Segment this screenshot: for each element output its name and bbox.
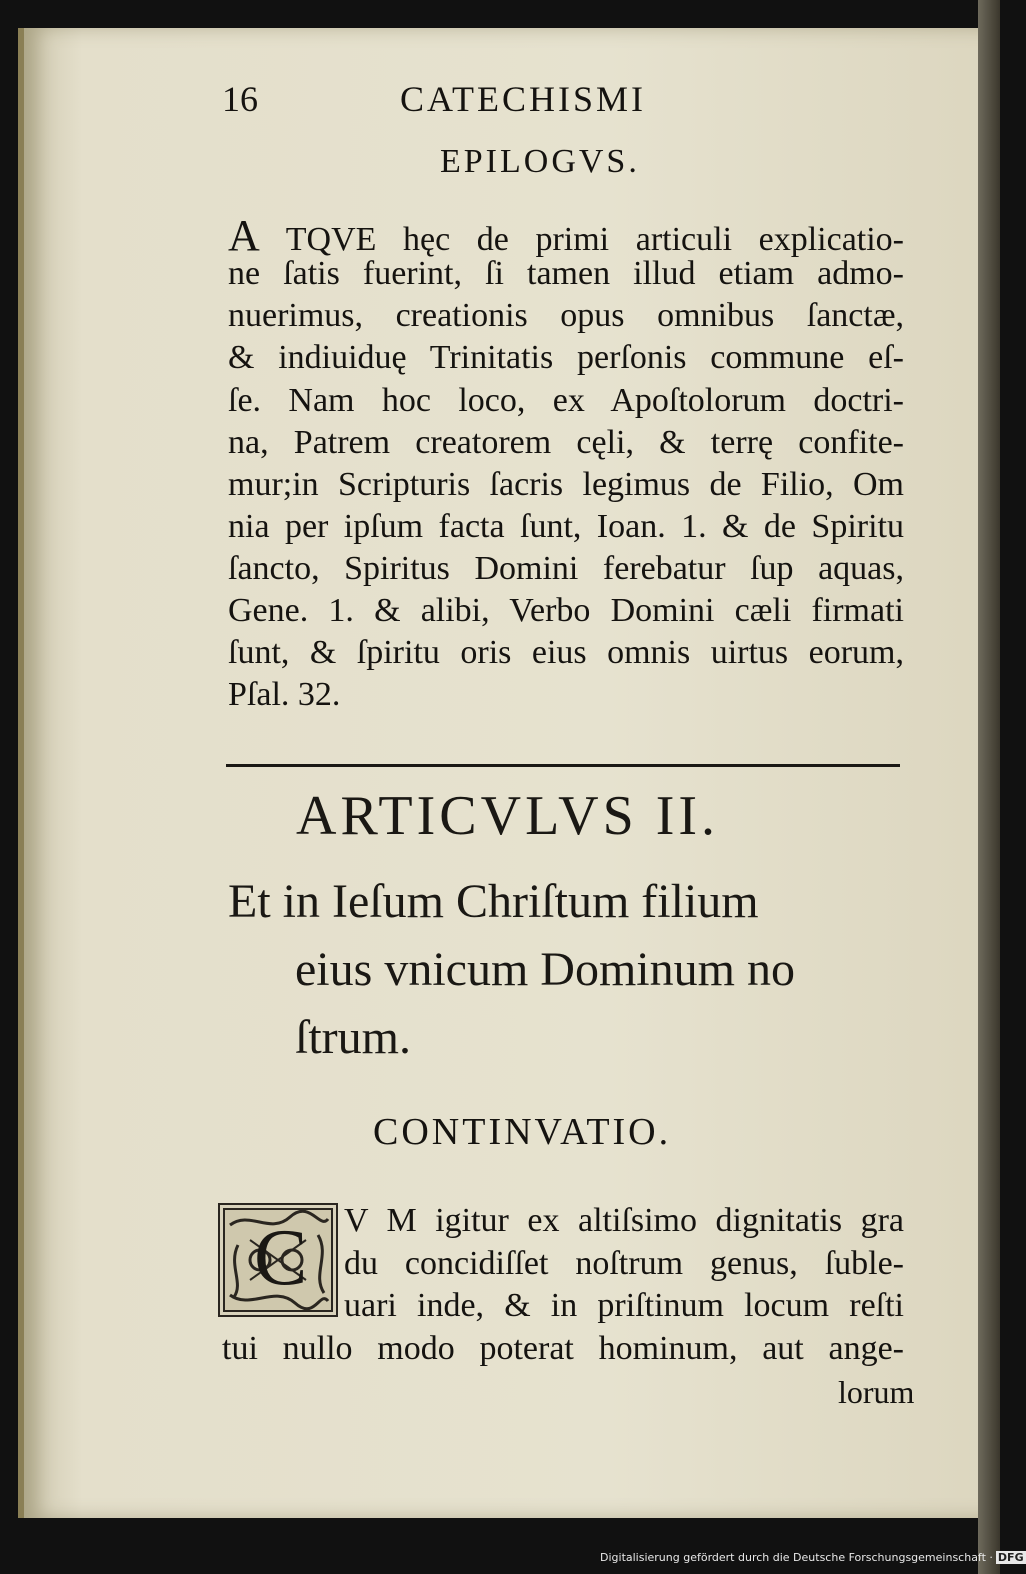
epilogus-line: ſe. Nam hoc loco, ex Apoſtolorum doctri- (228, 382, 904, 419)
epilogus-line: ſunt, & ſpiritu oris eius omnis uirtus eorum, (228, 634, 904, 671)
epilogus-line: nuerimus, creationis opus omnibus ſanctæ, (228, 297, 904, 334)
digitization-credit (600, 1551, 1026, 1564)
epilogus-line: mur;in Scripturis ſacris legimus de Filio, Om (228, 466, 904, 503)
continuatio-heading: CONTINVATIO. (373, 1111, 672, 1153)
drop-letter: A (228, 211, 260, 260)
articulus-heading: ARTICVLVS II. (296, 785, 720, 847)
initial-letter: C (254, 1214, 308, 1302)
epilogus-heading: EPILOGVS. (440, 143, 640, 180)
page-edge (978, 0, 1000, 1574)
credit-text: Digitalisierung gefördert durch die Deutsche Forschungsgemeinschaft · (600, 1551, 993, 1564)
epilogus-line: na, Patrem creatorem cęli, & terrę confite- (228, 424, 904, 461)
epilogus-line: A TQVE hęc de primi articuli explicatio- (228, 211, 904, 260)
section-rule (226, 764, 900, 767)
epilogus-line: ne ſatis fuerint, ſi tamen illud etiam admo- (228, 255, 904, 292)
catchword: lorum (838, 1374, 915, 1410)
epilogus-line: nia per ipſum facta ſunt, Ioan. 1. & de Spiritu (228, 508, 904, 545)
continuatio-line: tui nullo modo poterat hominum, aut ange- (222, 1330, 904, 1367)
decorated-initial-c (218, 1203, 338, 1317)
articulus-verse-line: Et in Ieſum Chriſtum filium (228, 875, 759, 928)
epilogus-line: ſancto, Spiritus Domini ferebatur ſup aquas, (228, 550, 904, 587)
epilogus-line: Pſal. 32. (228, 676, 341, 713)
epilogus-line: Gene. 1. & alibi, Verbo Domini cæli firmati (228, 592, 904, 629)
page-number: 16 (222, 79, 258, 119)
epilogus-line: & indiuiduę Trinitatis perſonis commune eſ- (228, 339, 904, 376)
articulus-verse-line: eius vnicum Dominum no (295, 943, 795, 996)
continuatio-line: uari inde, & in priſtinum locum reſti (344, 1287, 904, 1324)
continuatio-line: du concidiſſet noſtrum genus, ſuble- (344, 1245, 904, 1282)
articulus-verse-line: ſtrum. (295, 1011, 411, 1064)
dfg-logo: DFG (997, 1551, 1024, 1564)
running-title: CATECHISMI (400, 79, 647, 119)
continuatio-line: V M igitur ex altiſsimo dignitatis gra (344, 1202, 904, 1239)
